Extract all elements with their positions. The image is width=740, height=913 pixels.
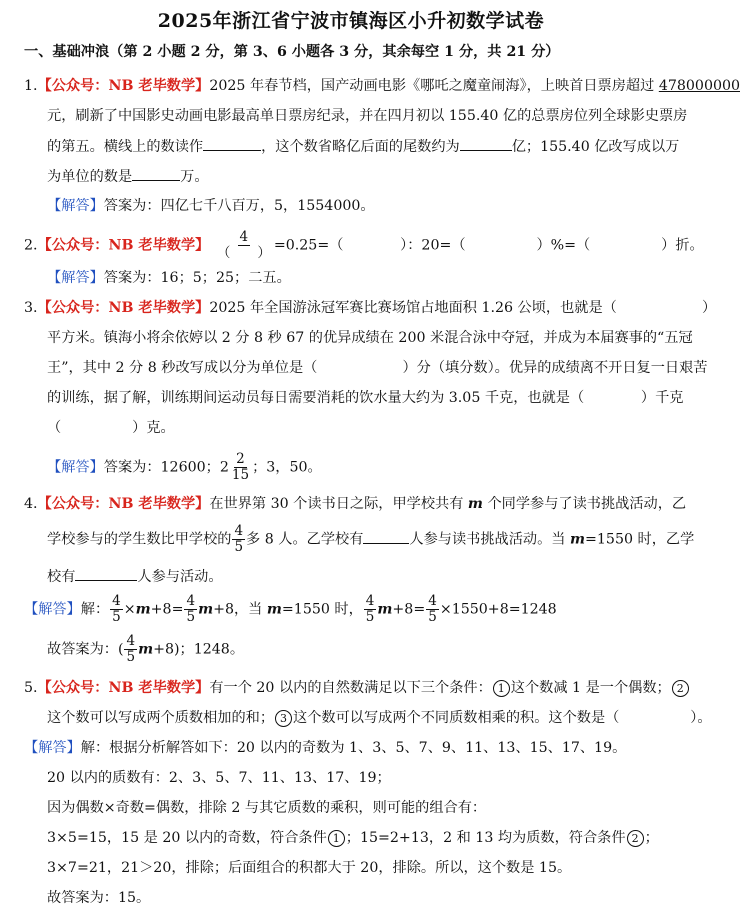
fraction-numerator: 4 xyxy=(234,523,244,539)
question-3-line-1 xyxy=(24,298,716,318)
fraction-denominator: （ ） xyxy=(216,245,271,261)
fraction xyxy=(184,594,197,625)
fraction-denominator: 5 xyxy=(234,539,244,555)
solution-4-line-2 xyxy=(47,634,244,665)
answer-tag: 【解答】 xyxy=(24,740,81,756)
fraction xyxy=(110,594,123,625)
box-office-number: 478000000 xyxy=(658,78,740,94)
answer-text: ；3，50。 xyxy=(252,459,322,476)
solution-text: =1550 时， xyxy=(281,601,363,618)
solution-5-line-6: 故答案为：15。 xyxy=(47,890,151,906)
fraction xyxy=(364,594,377,625)
fraction-numerator: 4 xyxy=(112,593,121,609)
question-4-line-3 xyxy=(47,566,223,587)
question-text: 这个数可以写成两个不同质数相乘的积。这个数是（ ）。 xyxy=(293,710,712,726)
circled-number: 1 xyxy=(328,830,345,847)
answer-tag: 【解答】 xyxy=(24,601,81,618)
question-number: 4. xyxy=(24,496,38,512)
question-text: 在世界第 30 个读书日之际，甲学校共有 xyxy=(209,496,468,512)
answer-3 xyxy=(47,452,322,483)
question-1-line-3 xyxy=(47,136,679,157)
answer-tag: 【解答】 xyxy=(47,459,104,476)
fraction-denominator: 5 xyxy=(112,609,121,625)
question-text: 人参与读书挑战活动。当 xyxy=(409,531,570,548)
circled-number: 2 xyxy=(672,680,689,697)
variable-m: m xyxy=(135,601,151,618)
answer-text: 答案为：四亿七千八百万，5，1554000。 xyxy=(103,198,375,214)
solution-text: 3×5=15，15 是 20 以内的奇数，符合条件 xyxy=(47,830,327,846)
answer-tag: 【解答】 xyxy=(47,198,104,214)
question-5-line-1 xyxy=(24,678,690,698)
question-text: 为单位的数是 xyxy=(47,169,133,185)
question-5-line-2 xyxy=(47,708,712,728)
solution-text: 解：根据分析解答如下：20 以内的奇数为 1、3、5、7、9、11、13、15、17、19。 xyxy=(80,740,627,756)
source-tag: 【公众号：NB 老毕数学】 xyxy=(37,300,210,316)
question-text: 的第五。横线上的数读作 xyxy=(47,139,204,155)
solution-text: +8= xyxy=(392,601,426,618)
fraction-denominator: 15 xyxy=(231,467,250,483)
answer-blank xyxy=(363,529,409,544)
question-text: 学校参与的学生数比甲学校的 xyxy=(47,531,232,548)
solution-text: +8)；1248。 xyxy=(153,641,245,658)
solution-5-line-2: 20 以内的质数有：2、3、5、7、11、13、17、19； xyxy=(47,770,391,786)
solution-4-line-1 xyxy=(24,594,557,625)
circled-number: 1 xyxy=(493,680,510,697)
question-number: 2. xyxy=(24,237,38,254)
question-1-line-2: 元，刷新了中国影史动画电影最高单日票房纪录，并在四月初以 155.40 亿的总票房位列全球影史票房 xyxy=(47,108,688,124)
answer-tag: 【解答】 xyxy=(47,270,104,286)
question-text: 亿；155.40 亿改写成以万 xyxy=(511,139,680,155)
question-4-line-1 xyxy=(24,494,686,514)
question-1-line-1 xyxy=(24,76,740,96)
solution-5-line-5: 3×7=21，21＞20，排除；后面组合的积都大于 20，排除。所以，这个数是 15。 xyxy=(47,860,572,876)
question-3-line-3: 王”，其中 2 分 8 秒改写成以分为单位是（ ）分（填分数）。优异的成绩离不开日复一日艰苦 xyxy=(47,360,708,376)
fraction-numerator: 4 xyxy=(428,593,437,609)
fraction-numerator: 4 xyxy=(365,593,375,609)
fraction xyxy=(232,524,245,555)
solution-text: +8，当 xyxy=(213,601,267,618)
circled-number: 2 xyxy=(627,830,644,847)
question-text: 2025 年春节档，国产动画电影《哪吒之魔童闹海》，上映首日票房超过 xyxy=(209,78,655,94)
fraction-numerator: 4 xyxy=(126,633,136,649)
variable-m: m xyxy=(266,601,282,618)
fraction xyxy=(230,452,251,483)
source-tag: 【公众号：NB 老毕数学】 xyxy=(37,496,210,512)
solution-5-line-1 xyxy=(24,738,626,758)
solution-text: 解： xyxy=(80,601,110,618)
question-text: 个同学参与了读书挑战活动，乙 xyxy=(482,496,687,512)
fraction xyxy=(426,594,439,625)
variable-m: m xyxy=(138,641,154,658)
solution-text: 故答案为：( xyxy=(47,641,124,658)
question-text: 这个数减 1 是一个偶数； xyxy=(510,680,671,696)
page-title: 2025年浙江省宁波市镇海区小升初数学试卷 xyxy=(157,10,545,32)
fraction-denominator: 5 xyxy=(428,609,437,625)
solution-text: ；15=2+13，2 和 13 均为质数，符合条件 xyxy=(345,830,626,846)
answer-text: 答案为：16；5；25；二五。 xyxy=(103,270,291,286)
solution-text: × xyxy=(123,601,136,618)
question-number: 3. xyxy=(24,300,38,316)
solution-5-line-3: 因为偶数×奇数=偶数，排除 2 与其它质数的乘积，则可能的组合有： xyxy=(47,800,487,816)
fraction-numerator: 2 xyxy=(236,451,245,467)
question-text: ，这个数省略亿后面的尾数约为 xyxy=(261,139,460,155)
question-3-line-4: 的训练，据了解，训练期间运动员每日需要消耗的饮水量大约为 3.05 千克，也就是（ ）千克 xyxy=(47,390,684,406)
solution-text: ×1550+8=1248 xyxy=(439,601,557,618)
fraction xyxy=(215,230,273,261)
answer-blank xyxy=(460,136,512,151)
variable-m: m xyxy=(377,601,393,618)
fraction-denominator: 5 xyxy=(186,609,196,625)
fraction-denominator: 5 xyxy=(365,609,375,625)
answer-blank xyxy=(132,166,180,181)
question-text: 2025 年全国游泳冠军赛比赛场馆占地面积 1.26 公顷，也就是（ ） xyxy=(209,300,717,316)
source-tag: 【公众号：NB 老毕数学】 xyxy=(37,237,210,254)
solution-text: +8= xyxy=(150,601,184,618)
variable-m: m xyxy=(569,531,585,548)
question-text: =1550 时，乙学 xyxy=(585,531,695,548)
answer-2 xyxy=(47,268,291,288)
question-2-line-1 xyxy=(24,230,704,261)
answer-blank xyxy=(75,566,137,581)
fraction-denominator: 5 xyxy=(126,649,136,665)
question-text: 有一个 20 以内的自然数满足以下三个条件： xyxy=(209,680,492,696)
section-heading: 一、基础冲浪（第 2 小题 2 分，第 3、6 小题各 3 分，其余每空 1 分，共 21 分） xyxy=(24,44,560,60)
fraction xyxy=(124,634,137,665)
question-4-line-2 xyxy=(47,524,694,555)
question-text: =0.25=（ ）：20=（ ）%=（ ）折。 xyxy=(273,237,704,254)
question-text: 校有 xyxy=(47,569,76,585)
variable-m: m xyxy=(198,601,214,618)
answer-text: 答案为：12600；2 xyxy=(103,459,229,476)
question-text: 万。 xyxy=(180,169,209,185)
solution-5-line-4 xyxy=(47,828,659,848)
circled-number: 3 xyxy=(275,710,292,727)
source-tag: 【公众号：NB 老毕数学】 xyxy=(37,680,210,696)
fraction-numerator: 4 xyxy=(239,229,249,245)
question-text: 这个数可以写成两个质数相加的和； xyxy=(47,710,275,726)
variable-m: m xyxy=(467,496,483,512)
source-tag: 【公众号：NB 老毕数学】 xyxy=(37,78,210,94)
solution-text: ； xyxy=(644,830,659,846)
question-text: 人参与活动。 xyxy=(137,569,223,585)
question-number: 1. xyxy=(24,78,38,94)
answer-blank xyxy=(203,136,261,151)
fraction-numerator: 4 xyxy=(186,593,196,609)
answer-1 xyxy=(47,196,375,216)
question-number: 5. xyxy=(24,680,38,696)
question-3-line-2: 平方米。镇海小将余依婷以 2 分 8 秒 67 的优异成绩在 200 米混合泳中夺冠，并成为本届赛事的“五冠 xyxy=(47,330,693,346)
question-1-line-4 xyxy=(47,166,209,187)
question-text: 多 8 人。乙学校有 xyxy=(246,531,364,548)
question-3-line-5: （ ）克。 xyxy=(47,420,175,436)
